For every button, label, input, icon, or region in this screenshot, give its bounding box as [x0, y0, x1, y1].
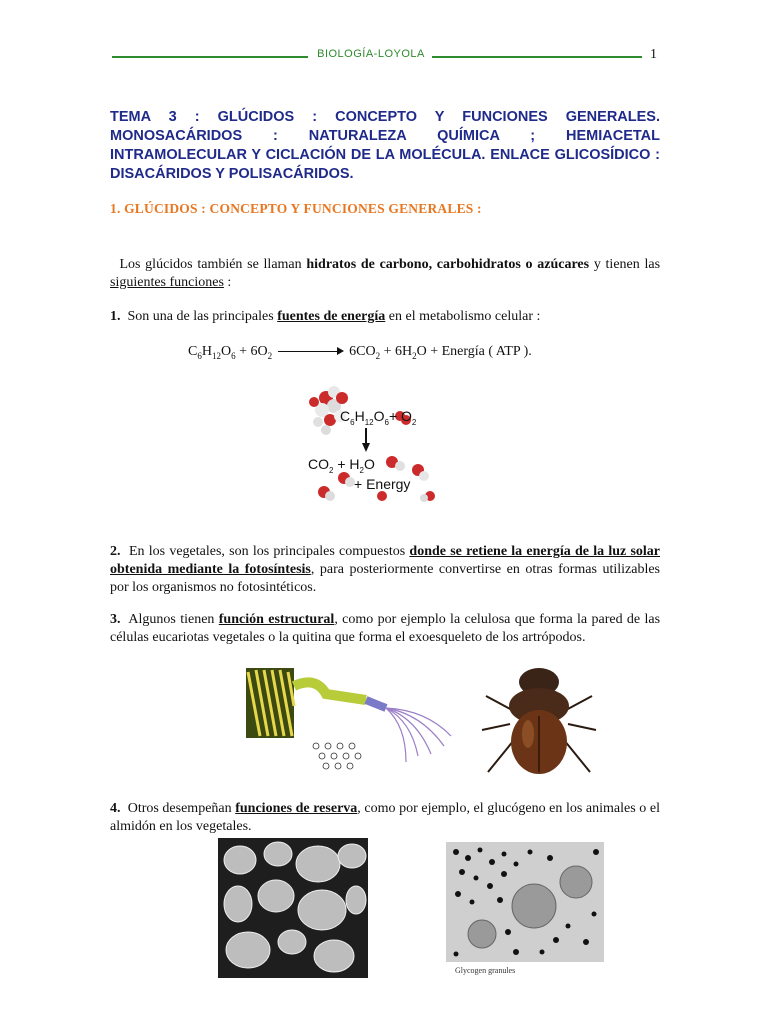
item-2-number: 2.	[110, 544, 121, 559]
item-1-text-b: en el metabolismo celular :	[385, 309, 541, 324]
document-title: TEMA 3 : GLÚCIDOS : CONCEPTO Y FUNCIONES GENERALES. MONOSACÁRIDOS : NATURALEZA QUÍMICA ; HEMIACETAL INTRAMOLECULAR Y CICLACIÓN DE LA MOLÉCULA. ENLACE GLICOSÍDICO : DISACÁRIDOS Y POLISACÁRIDOS.	[110, 109, 660, 182]
item-4-number: 4.	[110, 801, 121, 816]
reaction-arrow-icon	[278, 347, 344, 357]
header-rule-right	[432, 56, 642, 58]
item-1	[110, 308, 660, 326]
section-heading: 1. GLÚCIDOS : CONCEPTO Y FUNCIONES GENERALES :	[110, 201, 482, 216]
item-2-bold: donde se retiene la energía de la luz solar obtenida mediante la fotosíntesis	[110, 544, 660, 577]
item-4	[110, 800, 660, 836]
intro-text-b: y tienen las	[589, 257, 661, 272]
equation-left: $C_6H_{12}O_6 + 6O_2$	[188, 344, 273, 361]
glycogen-micrograph	[446, 842, 604, 962]
cellulose-fiber-illustration	[246, 666, 456, 772]
beetle-illustration	[476, 660, 602, 782]
item-3-text-b: , como por ejemplo la celulosa que forma la pared de las células eucariotas vegetales o la quitina que forma el exoesqueleto de los artrópodos.	[110, 612, 661, 645]
intro-bold: hidratos de carbono, carbohidratos o azúcares	[306, 257, 590, 272]
intro-underline: siguientes funciones	[110, 275, 224, 290]
item-2-text-a: En los vegetales, son los principales compuestos	[128, 544, 410, 559]
item-2	[110, 543, 660, 597]
intro-paragraph	[110, 256, 660, 292]
item-1-number: 1.	[110, 309, 121, 324]
glycogen-caption: Glycogen granules	[455, 966, 516, 975]
equation-right: $6CO_2 + 6H_2O$ + Energía ( ATP ).	[349, 344, 532, 361]
down-arrow-icon	[362, 428, 370, 452]
item-4-bold: funciones de reserva	[235, 801, 358, 816]
energy-diagram	[304, 378, 444, 508]
diagram-reactants: $C_6H_{12}O_6+ O_2$	[340, 408, 417, 427]
intro-text-a: Los glúcidos también se llaman	[119, 257, 307, 272]
glucose-oxidation-equation	[188, 344, 532, 361]
page-number: 1	[650, 47, 657, 62]
item-3-bold: función estructural	[218, 612, 335, 627]
header-rule-left	[112, 56, 308, 58]
starch-granules-micrograph	[218, 838, 368, 978]
intro-text-c: :	[223, 275, 232, 290]
diagram-products: $CO_2 + H_2O$	[308, 456, 375, 475]
item-3-number: 3.	[110, 612, 121, 627]
item-1-bold: fuentes de energía	[277, 309, 386, 324]
header-title: BIOLOGÍA-LOYOLA	[317, 48, 425, 60]
item-4-text-a: Otros desempeñan	[127, 801, 236, 816]
diagram-energy: + Energy	[354, 476, 411, 492]
item-2-text-b: , para posteriormente convertirse en otras formas utilizables por los organismos no fotosintéticos.	[110, 562, 660, 595]
item-4-text-b: , como por ejemplo, el glucógeno en los animales o el almidón en los vegetales.	[110, 801, 661, 834]
item-3	[110, 611, 660, 647]
item-3-text-a: Algunos tienen	[128, 612, 219, 627]
item-1-text-a: Son una de las principales	[127, 309, 278, 324]
